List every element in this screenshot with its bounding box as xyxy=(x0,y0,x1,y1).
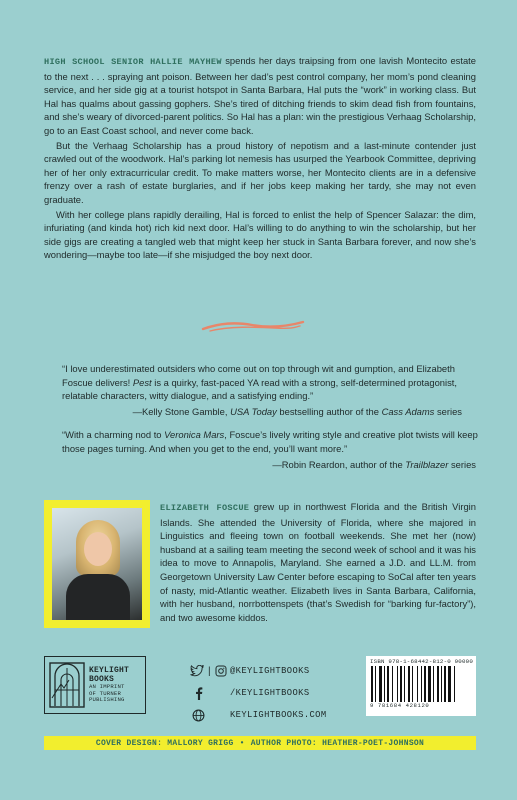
social-row-web xyxy=(190,704,327,726)
synopsis-paragraph-1: HIGH SCHOOL SENIOR HALLIE MAYHEW spends her days traipsing from one lavish Montecito estate to the next . . . spraying ant poison. Between her dad’s pest control company, her mom’s pond cleaning service, and her side gig at a tourist hotspot in Santa Barbara, Hal puts the “work” in working class. But Hal has qualms about gassing gophers. She’s tired of ditching friends to skim dead fish from fountains, and she’s weary of divorced-parent politics. So Hal has a plan: win the prestigious Verhaag Scholarship, go to an East Coast school, and never come back. xyxy=(44,55,476,136)
imprint-line-1: AN IMPRINT xyxy=(89,683,125,691)
cover-design-credit: COVER DESIGN: MALLORY GRIGG xyxy=(95,738,234,748)
keylight-logo-icon xyxy=(49,662,85,708)
credits-bar: COVER DESIGN: MALLORY GRIGG • AUTHOR PHOTO: HEATHER-POET-JOHNSON xyxy=(44,736,476,750)
endorsement-attribution-1: —Kelly Stone Gamble, USA Today bestselling author of the Cass Adams series xyxy=(132,405,462,417)
facebook-handle[interactable]: /KEYLIGHTBOOKS xyxy=(230,688,310,698)
synopsis-lead-in: HIGH SCHOOL SENIOR HALLIE MAYHEW xyxy=(44,57,222,67)
isbn-number: ISBN 978-1-68442-812-0 xyxy=(370,658,451,665)
imprint-line-2: OF TURNER xyxy=(89,689,122,697)
author-name: ELIZABETH FOSCUE xyxy=(160,503,250,513)
imprint-line-3: PUBLISHING xyxy=(89,696,125,704)
social-row-facebook xyxy=(190,682,327,704)
social-handle[interactable]: @KEYLIGHTBOOKS xyxy=(230,666,310,676)
endorsements xyxy=(62,362,482,471)
publisher-brand-2: BOOKS xyxy=(89,675,115,685)
publisher-logo xyxy=(44,656,146,714)
barcode-number: 9 781684 428120 xyxy=(370,702,430,709)
website-link[interactable]: KEYLIGHTBOOKS.COM xyxy=(230,710,327,720)
synopsis xyxy=(44,54,476,263)
price-code: 90000 xyxy=(454,658,474,665)
social-row-twitter-instagram: | @KEYLIGHTBOOKS xyxy=(190,660,327,682)
isbn-barcode xyxy=(366,656,476,716)
barcode-bars-icon xyxy=(370,666,472,702)
social-links xyxy=(190,660,327,726)
endorsement-quote-1: “I love underestimated outsiders who come out on top through wit and gumption, and Elizabeth Foscue delivers! Pest is a quirky, fast-paced YA read with a strong, self-determined protagonist, relatable characters, witty dialogue, and a satisfying ending.” xyxy=(62,363,458,402)
synopsis-paragraph-3: With her college plans rapidly derailing, Hal is forced to enlist the help of Spencer Salazar: the dim, infuriating (and kinda hot) rich kid next door. Hal’s willing to do anything to win the scholarship, but her side gigs are creating a tangled web that might keep her stuck in Santa Barbara forever, and now she’s wondering—maybe too late—if she misjudged the boy next door. xyxy=(44,208,476,261)
facebook-icon[interactable] xyxy=(194,687,204,700)
instagram-icon[interactable] xyxy=(215,665,227,677)
endorsement-quote-2: “With a charming nod to Veronica Mars, Foscue’s lively writing style and creative plot twists will keep those pages turning. And when you get to the end, you’ll want more.” xyxy=(62,429,478,454)
publisher-brand: KEYLIGHT xyxy=(89,666,130,676)
author-bio: ELIZABETH FOSCUE grew up in northwest Florida and the British Virgin Islands. She attended the University of Florida, where she majored in Linguistics and fleeing town on football weekends. She met her (now) husband at a sailing team meeting the second week of school and it was his idea to move to Annapolis, Maryland. She earned a J.D. and LL.M. from Georgetown University Law Center before escaping to SoCal after ten years of nasty, mid-Atlantic weather. Elizabeth lives in Santa Barbara, California, with her husband, norrbottenspets (that’s Swedish for “barking fur-factory”), and two awesome kiddos. xyxy=(160,501,476,623)
synopsis-paragraph-2: But the Verhaag Scholarship has a proud history of nepotism and a last-minute contender just crawled out of the woodwork. Hal’s parking lot nemesis has usurped the Yearbook Committee, depriving her of her only extracurricular credit. To make matters worse, her Montecito clients are in a defensive frenzy over a rash of estate burglaries, and if her jobs keep making her tardy, she may not even graduate. xyxy=(44,139,476,205)
author-photo-credit: AUTHOR PHOTO: HEATHER-POET-JOHNSON xyxy=(250,738,425,748)
globe-icon[interactable] xyxy=(192,709,205,722)
twitter-icon[interactable] xyxy=(190,665,204,677)
author-photo xyxy=(44,500,150,628)
endorsement-attribution-2: —Robin Reardon, author of the Trailblazer series xyxy=(272,458,476,470)
squiggle-divider xyxy=(200,318,306,334)
